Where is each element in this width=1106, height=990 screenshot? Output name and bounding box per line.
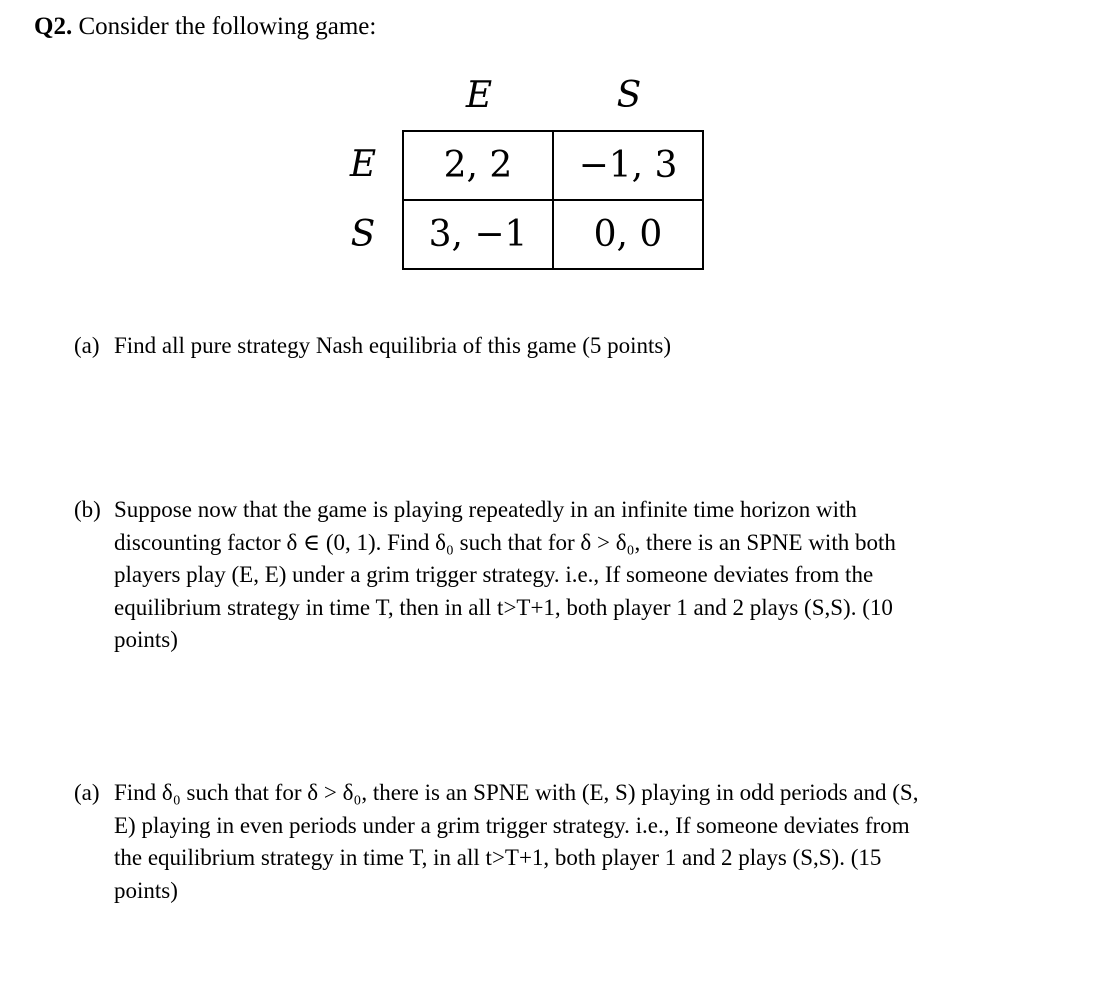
question-label: (b) (74, 497, 101, 522)
question-text-line-3: players play (E, E) under a grim trigger strategy. i.e., If someone deviates from the (114, 562, 874, 587)
question-title (34, 10, 376, 44)
table-row (403, 200, 703, 269)
question-prompt: Consider the following game: (72, 13, 377, 40)
table-row (403, 131, 703, 200)
question-label: (a) (74, 333, 100, 358)
question-text-line-5: points) (114, 627, 178, 652)
column-header-s: S (616, 75, 642, 116)
question-text: Find all pure strategy Nash equilibria of this game (5 points) (114, 333, 671, 358)
payoff-table (402, 130, 704, 270)
question-b-grim-trigger (74, 494, 1074, 657)
question-text-line-4: points) (114, 877, 178, 903)
payoff-cell-se: 3, −1 (403, 200, 553, 269)
question-a-nash (74, 330, 1074, 363)
question-label: (a) (74, 780, 100, 805)
payoff-cell-ss: 0, 0 (553, 200, 703, 269)
question-text-line-1: Find δ₀ such that for δ > δ₀, there is an SPNE with (E, S) playing in odd periods and (S, (114, 780, 919, 805)
payoff-cell-es: −1, 3 (553, 131, 703, 200)
question-text-line-3: the equilibrium strategy in time T, in all t>T+1, both player 1 and 2 plays (S,S). (15 (114, 845, 882, 870)
column-header-e: E (465, 75, 493, 116)
question-text-line-1: Suppose now that the game is playing repeatedly in an infinite time horizon with (114, 497, 857, 522)
payoff-cell-ee: 2, 2 (403, 131, 553, 200)
question-a-alternating (74, 777, 1074, 907)
question-text-line-2: discounting factor δ ∈ (0, 1). Find δ₀ such that for δ > δ₀, there is an SPNE with both (114, 529, 896, 555)
question-text-line-4: equilibrium strategy in time T, then in all t>T+1, both player 1 and 2 plays (S,S). (10 (114, 594, 893, 620)
row-header-e: E (349, 144, 377, 185)
question-number: Q2. (34, 13, 73, 40)
row-header-s: S (350, 214, 376, 255)
question-text-line-2: E) playing in even periods under a grim trigger strategy. i.e., If someone deviates from (114, 812, 910, 838)
